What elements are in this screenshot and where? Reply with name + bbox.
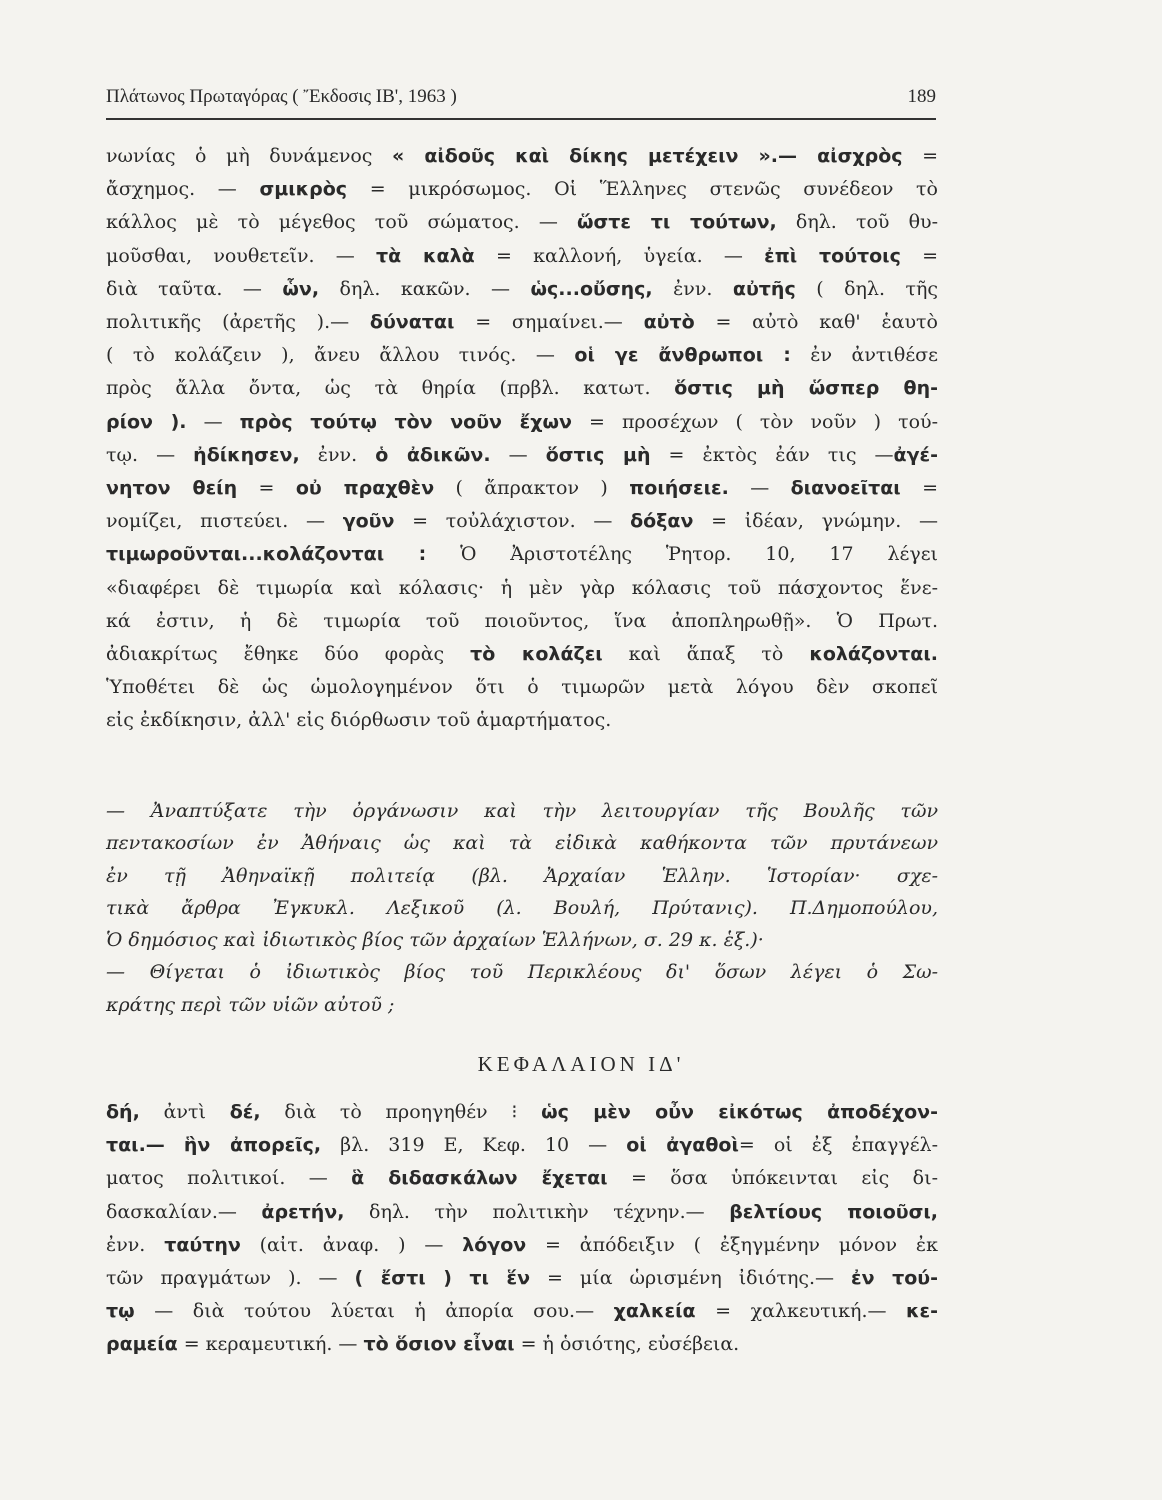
lemma: « αἰδοῦς καὶ δίκης μετέχειν ».— αἰσχρὸς (391, 145, 903, 167)
text-line (106, 1328, 938, 1361)
gloss-text: = προσέχων ( τὸν νοῦν ) τού- (571, 410, 938, 433)
lemma: ἐν τού- (851, 1267, 938, 1290)
question-line: Ὁ δημόσιος καὶ ἰδιωτικὸς βίος τῶν ἀρχαίων Ἑλλήνων, σ. 29 κ. ἑξ.)· (106, 929, 764, 952)
gloss-text: διὰ ταῦτα. — (106, 277, 283, 300)
gloss-text: ἄσχημος. — (106, 178, 260, 201)
lemma: τὸ κολάζει (470, 643, 603, 666)
lemma: ἠδίκησεν, (193, 443, 300, 466)
lemma: αὐτῆς (732, 277, 796, 300)
lemma: χαλκεία (613, 1300, 696, 1323)
header-title: Πλάτωνος Πρωταγόρας ( Ἔκδοσις ΙΒ', 1963 ) (106, 86, 457, 107)
text-line (106, 339, 938, 372)
lemma: ( ἔστι ) τι ἕν (354, 1267, 531, 1290)
text-line (106, 1129, 938, 1162)
gloss-text: Ὑποθέτει δὲ ὡς ὡμολογημένον ὅτι ὁ τιμωρῶν μετὰ λόγου δὲν σκοπεῖ (106, 676, 938, 699)
gloss-text: = (900, 477, 938, 500)
lemma: βελτίους ποιοῦσι, (729, 1200, 939, 1223)
text-line (106, 605, 938, 638)
gloss-text: — (186, 410, 240, 433)
gloss-text: (αἰτ. ἀναφ. ) — (240, 1233, 463, 1256)
running-header (106, 86, 936, 120)
text-line (106, 704, 938, 737)
gloss-text: = ἐκτὸς ἐάν τις — (650, 443, 894, 466)
text-line (106, 306, 938, 339)
lemma: ἀρετήν, (261, 1200, 345, 1223)
gloss-text: νομίζει, πιστεύει. — (106, 510, 343, 533)
text-line (106, 140, 938, 173)
text-line (106, 1295, 938, 1328)
text-line (106, 1262, 938, 1295)
question-line: ἐν τῇ Ἀθηναϊκῇ πολιτείᾳ (βλ. Ἀρχαίαν Ἑλλην. Ἱστορίαν· σχε- (106, 864, 938, 887)
lemma: τὸ ὅσιον εἶναι (363, 1333, 515, 1356)
gloss-text: = οἱ ἐξ ἐπαγγέλ- (738, 1134, 938, 1157)
question-line: — Θίγεται ὁ ἰδιωτικὸς βίος τοῦ Περικλέους δι' ὅσων λέγει ὁ Σω- (106, 961, 938, 984)
lemma: ὧν, (282, 277, 320, 300)
lemma: ται.— (106, 1134, 165, 1157)
lemma: τὰ καλὰ (376, 244, 475, 267)
gloss-text: δηλ. κακῶν. — (319, 277, 531, 300)
text-line (106, 273, 938, 306)
text-line (106, 671, 938, 704)
lemma: τῳ (106, 1300, 135, 1323)
gloss-text: Ὁ Ἀριστοτέλης Ῥητορ. 10, 17 λέγει (426, 543, 938, 566)
lemma: ὅστις μὴ ὥσπερ θη- (674, 377, 938, 400)
text-line (106, 372, 938, 405)
gloss-text: = ἡ ὁσιότης, εὐσέβεια. (514, 1333, 740, 1356)
text-line (106, 206, 938, 239)
commentary-paragraph-1 (106, 140, 938, 738)
gloss-text: ἐνν. (652, 277, 733, 300)
text-line (106, 1096, 938, 1129)
gloss-text: ἐνν. (299, 443, 376, 466)
gloss-text: ( δηλ. τῆς (795, 277, 938, 300)
lemma: ρίον ). (106, 410, 187, 433)
gloss-text: = κεραμευτική. — (177, 1333, 364, 1356)
chapter-title: ΚΕΦΑΛΑΙΟΝ ΙΔ' (477, 1052, 685, 1076)
text-line (106, 439, 938, 472)
gloss-text: — (490, 443, 546, 466)
lemma: πρὸς τούτῳ τὸν νοῦν ἔχων (239, 410, 572, 433)
lemma: ποιήσειε. (629, 477, 729, 500)
gloss-text: κά ἐστιν, ἡ δὲ τιμωρία τοῦ ποιοῦντος, ἵνα ἀποπληρωθῇ». Ὁ Πρωτ. (106, 609, 938, 632)
gloss-text: ( τὸ κολάζειν ), ἄνευ ἄλλου τινός. — (106, 344, 575, 367)
gloss-text: = (902, 145, 938, 167)
lemma: κε- (906, 1300, 939, 1323)
gloss-text: = ἀπόδειξιν ( ἐξηγμένην μόνον ἐκ (526, 1233, 938, 1256)
lemma: ταύτην (164, 1233, 241, 1256)
gloss-text: δασκαλίαν.— (106, 1200, 262, 1223)
gloss-text: = (900, 244, 939, 267)
gloss-text: = ὅσα ὑπόκεινται εἰς δι- (607, 1167, 938, 1190)
gloss-text: νωνίας ὁ μὴ δυνάμενος (106, 145, 392, 167)
gloss-text: τῳ. — (106, 443, 194, 466)
text-line (106, 1196, 938, 1229)
gloss-text: ( ἄπρακτον ) (434, 477, 630, 500)
lemma: αὐτὸ (643, 311, 695, 334)
gloss-text: «διαφέρει δὲ τιμωρία καὶ κόλασις· ἡ μὲν γὰρ κόλασις τοῦ πάσχοντος ἕνε- (106, 576, 938, 599)
gloss-text: κάλλος μὲ τὸ μέγεθος τοῦ σώματος. — (106, 211, 577, 234)
question-line: πενταкοσίων ἐν Ἀθήναις ὡς καὶ τὰ εἰδικὰ καθήκοντα τῶν πρυτάνεων (106, 832, 938, 855)
text-line (106, 406, 938, 439)
question-line: — Ἀναπτύξατε τὴν ὀργάνωσιν καὶ τὴν λειτουργίαν τῆς Βουλῆς τῶν (106, 800, 938, 822)
lemma: δή, (106, 1101, 140, 1123)
lemma: νητον θείη (106, 477, 238, 500)
lemma: ὁ ἀδικῶν. (375, 443, 491, 466)
lemma: λόγον (462, 1233, 527, 1256)
gloss-text: = ἰδέαν, γνώμην. — (693, 510, 939, 533)
gloss-text: ματος πολιτικοί. — (106, 1167, 352, 1190)
question-line: τικὰ ἄρθρα Ἐγκυκλ. Λεξικοῦ (λ. Βουλή, Πρύτανις). Π.Δημοπούλου, (106, 896, 938, 919)
gloss-text: πρὸς ἄλλα ὄντα, ὡς τὰ θηρία (πρβλ. κατωτ. (106, 377, 675, 400)
gloss-text: = τοὐλάχιστον. — (394, 510, 631, 533)
text-line (106, 572, 938, 605)
gloss-text: καὶ ἅπαξ τὸ (602, 643, 810, 666)
lemma: γοῦν (342, 510, 395, 533)
lemma: δόξαν (630, 510, 694, 533)
gloss-text: μοῦσθαι, νουθετεῖν. — (106, 244, 377, 267)
lemma: κολάζονται. (809, 643, 938, 666)
gloss-text: ἀντὶ (139, 1101, 230, 1123)
text-line (106, 1229, 938, 1262)
lemma: ἣν ἀπορεῖς, (183, 1134, 322, 1157)
lemma: ὥστε τι τούτων, (577, 211, 777, 234)
lemma: ἀγέ- (893, 443, 939, 466)
gloss-text: δηλ. τὴν πολιτικὴν τέχνην.— (344, 1200, 730, 1223)
gloss-text: — (728, 477, 791, 500)
study-questions (106, 795, 938, 1021)
gloss-text: τῶν πραγμάτων ). — (106, 1267, 355, 1290)
text-line (106, 638, 938, 671)
gloss-text: ἀδιακρίτως ἔθηκε δύο φορὰς (106, 643, 471, 666)
question-line: κράτης περὶ τῶν υἱῶν αὐτοῦ ; (106, 993, 395, 1016)
gloss-text: = (237, 477, 296, 500)
gloss-text: δηλ. τοῦ θυ- (776, 211, 938, 234)
lemma: ραμεία (106, 1333, 178, 1356)
lemma: οὐ πραχθὲν (295, 477, 435, 500)
text-line (106, 538, 938, 571)
gloss-text: = χαλκευτική.— (695, 1300, 907, 1323)
text-line (106, 1162, 938, 1195)
gloss-text: — διὰ τούτου λύεται ἡ ἀπορία σου.— (134, 1300, 614, 1323)
gloss-text: = σημαίνει.— (454, 311, 644, 334)
lemma: δύναται (369, 311, 455, 334)
page-number: 189 (907, 86, 936, 107)
lemma: οἱ γε ἄνθρωποι : (574, 344, 791, 367)
gloss-text: ἐνν. (106, 1233, 165, 1256)
gloss-text: ἐν ἀντιθέσε (790, 344, 938, 367)
gloss-text: πολιτικῆς (ἀρετῆς ).— (106, 311, 370, 334)
text-line (106, 505, 938, 538)
text-line (106, 173, 938, 206)
gloss-text: = καλλονή, ὑγεία. — (474, 244, 765, 267)
text-line (106, 472, 938, 505)
gloss-text: = αὐτὸ καθ' ἑαυτὸ (694, 311, 938, 334)
lemma: ὡς...οὔσης, (530, 277, 653, 300)
lemma: οἱ ἀγαθοὶ (626, 1134, 739, 1157)
lemma: διανοεῖται (790, 477, 901, 500)
gloss-text: = μικρόσωμος. Οἱ Ἕλληνες στενῶς συνέδεον τὸ (347, 178, 938, 201)
lemma: δέ, (229, 1101, 261, 1123)
lemma: ὅστις μὴ (545, 443, 651, 466)
text-line (106, 240, 938, 273)
lemma: σμικρὸς (259, 178, 348, 201)
gloss-text: = μία ὡρισμένη ἰδιότης.— (530, 1267, 852, 1290)
lemma: ἃ διδασκάλων ἔχεται (351, 1167, 608, 1190)
gloss-text: εἰς ἐκδίκησιν, ἀλλ' εἰς διόρθωσιν τοῦ ἁμαρτήματος. (106, 709, 612, 732)
lemma: ὡς μὲν οὖν εἰκότως ἀποδέχον- (541, 1101, 938, 1123)
gloss-text: βλ. 319 E, Κεφ. 10 — (321, 1134, 627, 1157)
gloss-text (165, 1134, 184, 1156)
lemma: ἐπὶ τούτοις (764, 244, 901, 267)
gloss-text: διὰ τὸ προηγηθέν ⁝ (260, 1101, 542, 1123)
commentary-paragraph-2 (106, 1096, 938, 1362)
lemma: τιμωροῦνται...κολάζονται : (106, 543, 427, 566)
